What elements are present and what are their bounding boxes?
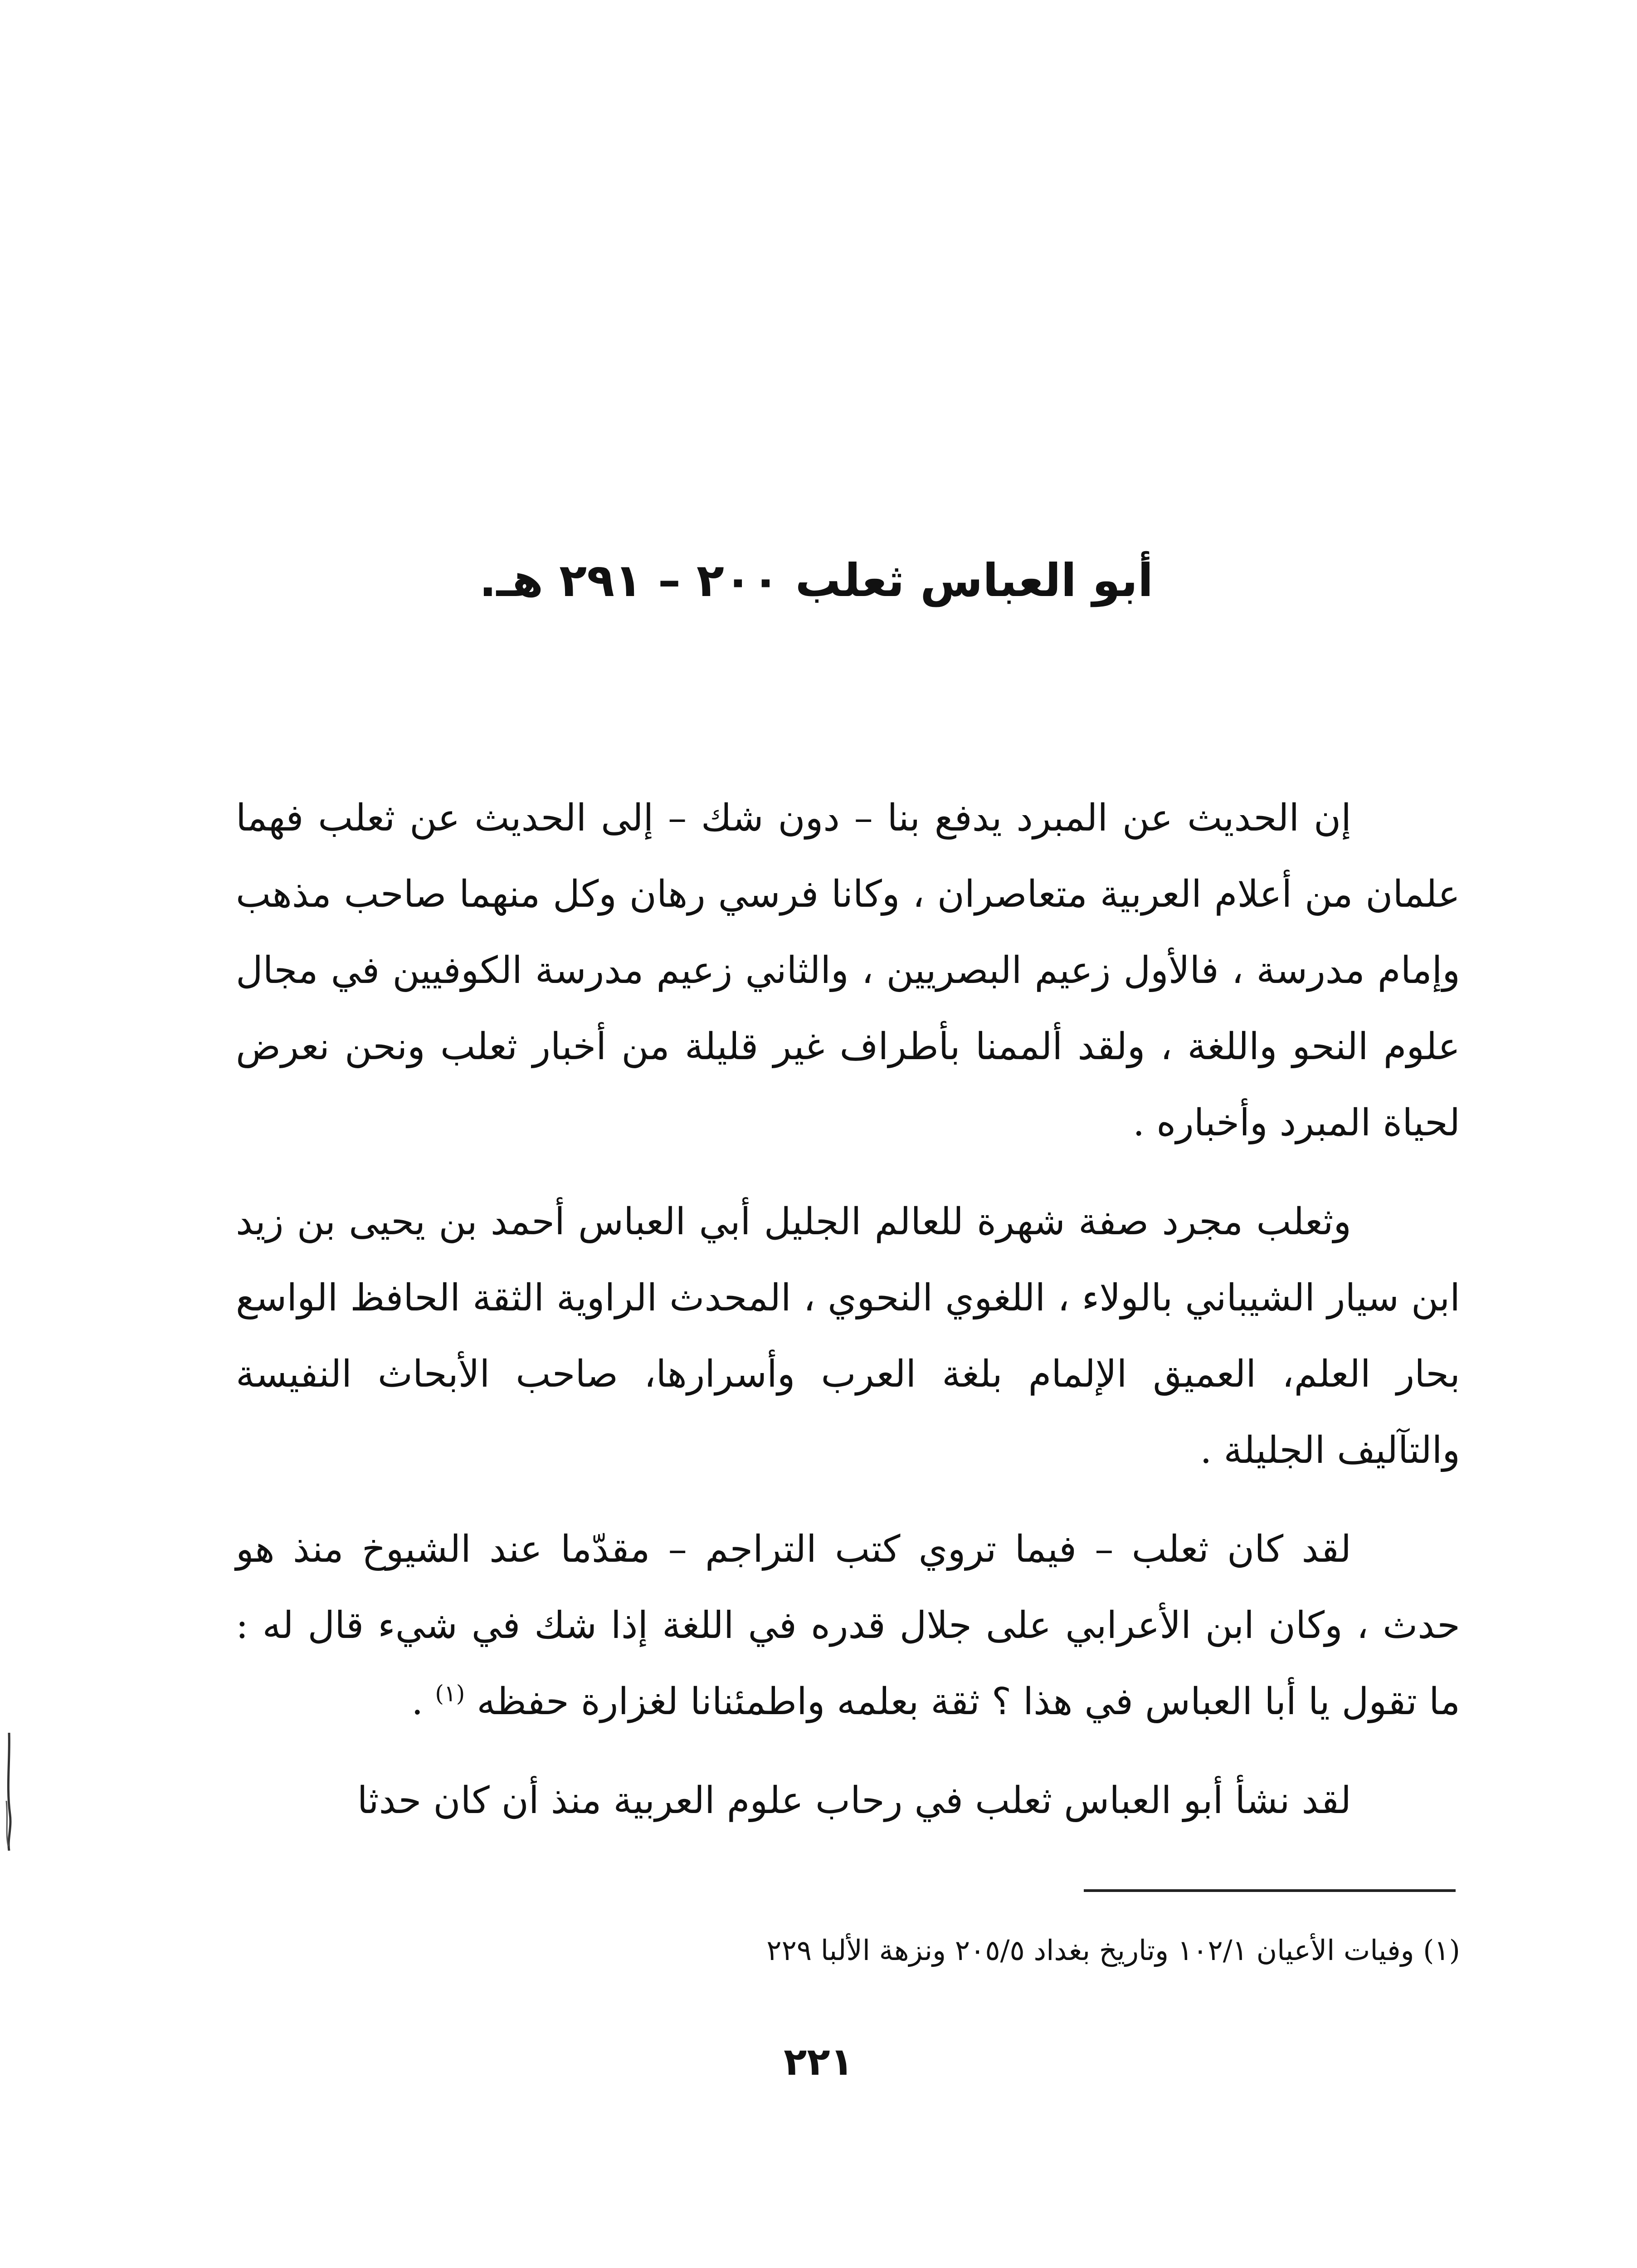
scan-edge-mark-icon bbox=[4, 1733, 15, 1851]
body-text bbox=[236, 780, 1460, 1862]
footnote: (١) وفيات الأعيان ١٠٢/١ وتاريخ بغداد ٢٠٥/٥ ونزهة الألبا ٢٢٩ bbox=[766, 1934, 1460, 1967]
paragraph-3 bbox=[236, 1511, 1460, 1740]
paragraph-2: وثعلب مجرد صفة شهرة للعالم الجليل أبي العباس أحمد بن يحيى بن زيد ابن سيار الشيباني بالولاء ، اللغوي النحوي ، المحدث الراوية الثقة الحافظ الواسع بحار العلم، العميق الإلمام بلغة العرب وأسرارها، صاحب الأبحاث النفيسة والتآليف الجليلة . bbox=[236, 1200, 1460, 1472]
page-number: ٢٢١ bbox=[784, 2039, 853, 2084]
paragraph-1: إن الحديث عن المبرد يدفع بنا – دون شك – إلى الحديث عن ثعلب فهما علمان من أعلام العربية متعاصران ، وكانا فرسي رهان وكل منهما صاحب مذهب وإمام مدرسة ، فالأول زعيم البصريين ، والثاني زعيم مدرسة الكوفيين في مجال علوم النحو واللغة ، ولقد ألممنا بأطراف غير قليلة من أخبار ثعلب ونحن نعرض لحياة المبرد وأخباره . bbox=[236, 797, 1460, 1144]
footnote-divider bbox=[1084, 1889, 1456, 1892]
chapter-title: أبو العباس ثعلب ٢٠٠ – ٢٩١ هـ. bbox=[479, 554, 1154, 607]
paragraph-3-tail: . bbox=[411, 1680, 435, 1723]
footnote-reference: (١) bbox=[435, 1680, 465, 1707]
paragraph-4: لقد نشأ أبو العباس ثعلب في رحاب علوم العربية منذ أن كان حدثا bbox=[357, 1779, 1351, 1822]
paragraph-3-text: لقد كان ثعلب – فيما تروي كتب التراجم – مقدّما عند الشيوخ منذ هو حدث ، وكان ابن الأعرابي على جلال قدره في اللغة إذا شك في شيء قال له : ما تقول يا أبا العباس في هذا ؟ ثقة بعلمه واطمئنانا لغزارة حفظه bbox=[236, 1528, 1460, 1723]
